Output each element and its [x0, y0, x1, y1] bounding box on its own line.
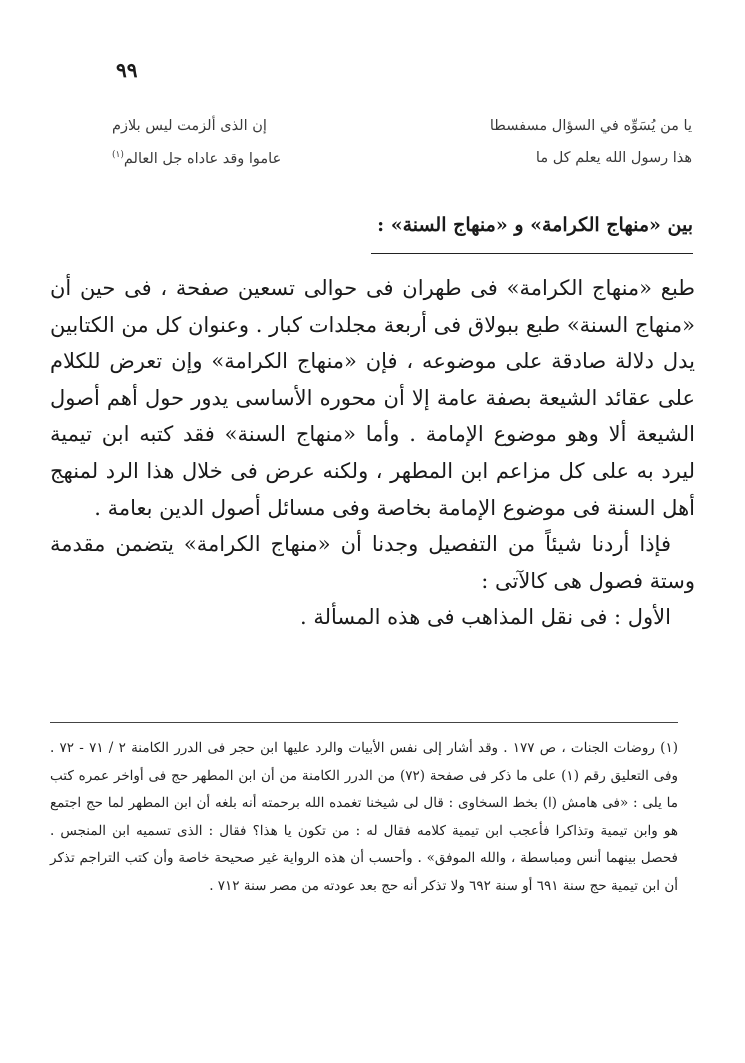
footnote: (١) روضات الجنات ، ص ١٧٧ . وقد أشار إلى نفس الأبيات والرد عليها ابن حجر فى الدرر الكامنة ٢ / ٧١ - ٧٢ . وفى التعليق رقم (١) على ما ذكر فى صفحة (٧٢) من الدرر الكامنة من أن ابن المطهر حج فى أواخر عمره كتب ما يلى : «فى هامش (ا) بخط السخاوى : قال لى شيخنا تغمده الله برحمته أنه بلغه أن ابن المطهر لما حج اجتمع هو وابن تيمية وتذاكرا فأعجب ابن تيمية كلامه فقال له : من تكون يا هذا؟ فقال : الذى تسميه ابن المنجس . فحصل بينهما أنس ومباسطة ، والله الموفق» . وأحسب أن هذه الرواية غير صحيحة خاصة وأن كتب التراجم تذكر أن ابن تيمية حج سنة ٦٩١ أو سنة ٦٩٢ ولا تذكر أنه حج بعد عودته من مصر سنة ٧١٢ .	[50, 740, 678, 894]
verse-1-first-hemistich: يا من يُسَوِّه في السؤال مسفسطا	[489, 118, 692, 134]
body-paragraph-3: الأول : فى نقل المذاهب فى هذه المسألة .	[299, 605, 671, 630]
poem-verse-1	[112, 118, 692, 148]
verse-2-first-hemistich: هذا رسول الله يعلم كل ما	[535, 150, 692, 166]
body-text	[50, 270, 695, 636]
section-heading: بين «منهاج الكرامة» و «منهاج السنة» :	[377, 214, 693, 236]
footnote-reference: (١)	[112, 150, 124, 160]
verse-2-second-hemistich-text: عاموا وقد عاداه جل العالم	[123, 150, 282, 167]
page-number: ٩٩	[116, 58, 138, 82]
footnote-divider	[50, 722, 678, 723]
verse-2-second-hemistich	[112, 150, 281, 167]
poem-verse-2	[112, 150, 692, 180]
body-paragraph-2: فإذا أردنا شيئاً من التفصيل وجدنا أن «منهاج الكرامة» يتضمن مقدمة وستة فصول هى كالآتى :	[50, 532, 695, 593]
body-paragraph-1: طبع «منهاج الكرامة» فى طهران فى حوالى تسعين صفحة ، فى حين أن «منهاج السنة» طبع ببولاق فى أربعة مجلدات كبار . وعنوان كل من الكتابين يدل دلالة صادقة على موضوعه ، فإن «منهاج الكرامة» وإن تعرض للكلام على عقائد الشيعة بصفة عامة إلا أن محوره الأساسى يدور حول أهم أصول الشيعة ألا وهو موضوع الإمامة . وأما «منهاج السنة» فقد كتبه ابن تيمية ليرد به على كل مزاعم ابن المطهر ، ولكنه عرض فى خلال هذا الرد لمنهج أهل السنة فى موضوع الإمامة بخاصة وفى مسائل أصول الدين بعامة .	[50, 276, 695, 520]
heading-underline	[371, 253, 693, 254]
verse-1-second-hemistich: إن الذى ألزمت ليس بلازم	[112, 118, 267, 134]
